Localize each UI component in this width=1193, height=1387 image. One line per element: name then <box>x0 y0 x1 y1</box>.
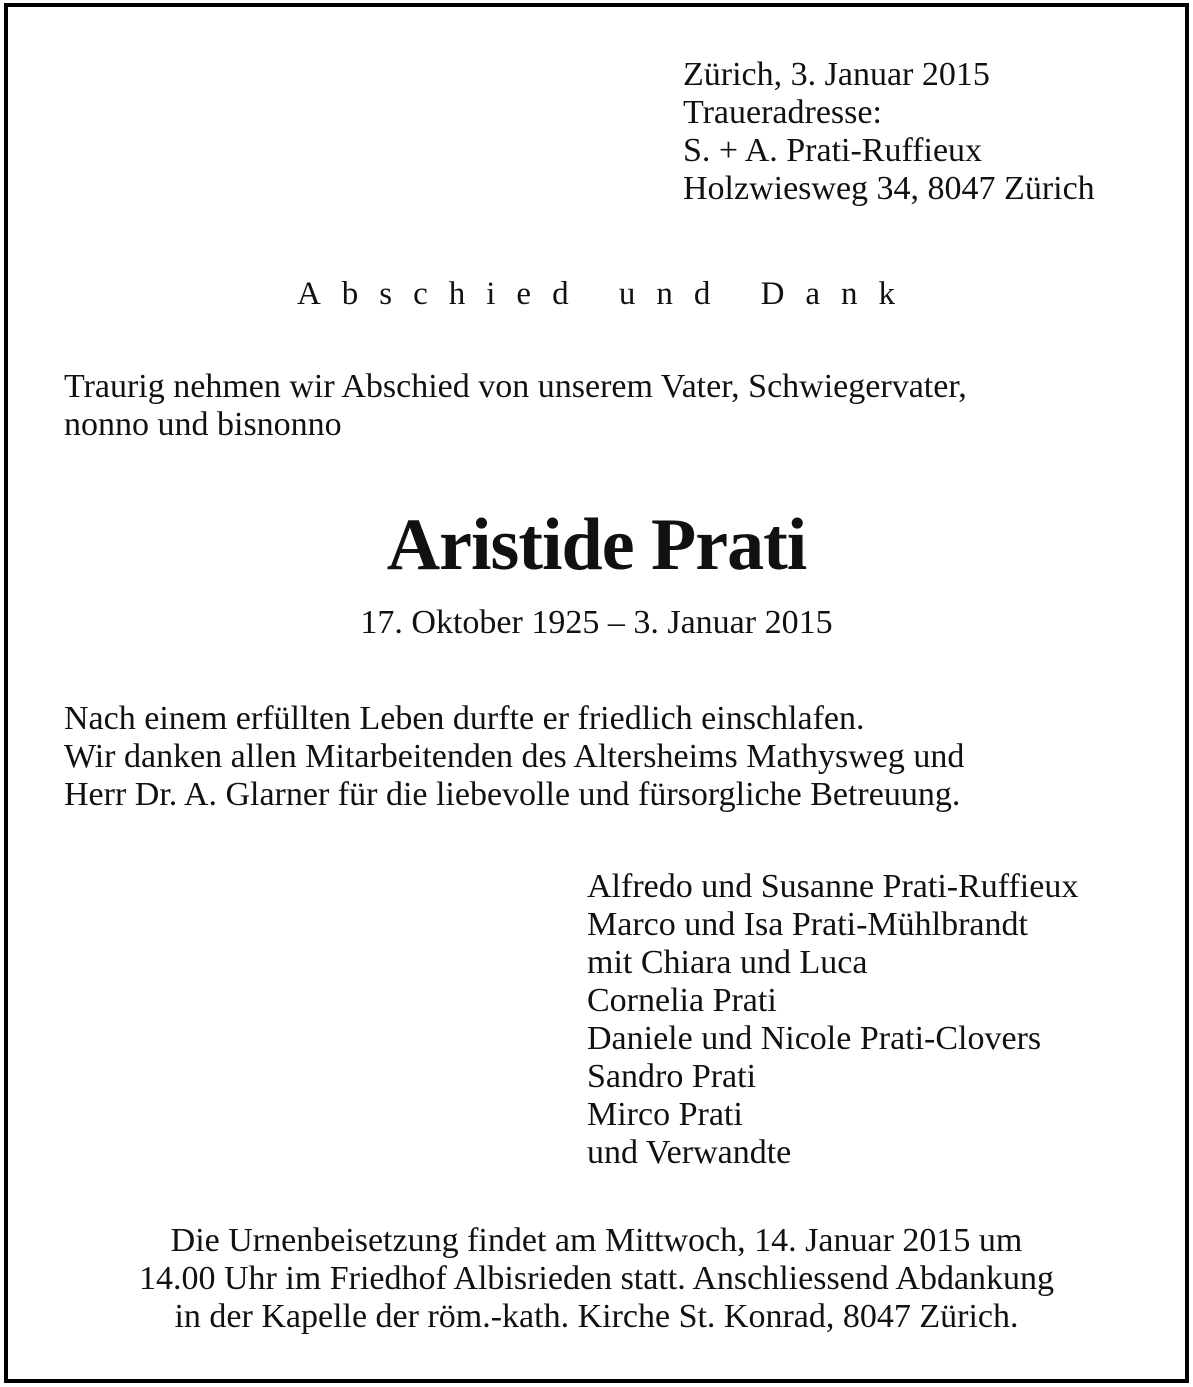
family-member: Daniele und Nicole Prati-Clovers <box>587 1020 1042 1057</box>
family-member: Mirco Prati <box>587 1096 743 1133</box>
ceremony-info <box>0 1222 1193 1336</box>
mourning-address <box>683 56 1095 208</box>
intro-line: nonno und bisnonno <box>64 406 342 443</box>
family-member: Marco und Isa Prati-Mühlbrandt <box>587 906 1028 943</box>
family-member: Cornelia Prati <box>587 982 777 1019</box>
family-member: Sandro Prati <box>587 1058 757 1095</box>
message-line: Wir danken allen Mitarbeitenden des Altersheims Mathysweg und <box>64 738 965 775</box>
life-dates: 17. Oktober 1925 – 3. Januar 2015 <box>360 604 833 641</box>
address-street: Holzwiesweg 34, 8047 Zürich <box>683 170 1095 207</box>
family-member: und Verwandte <box>587 1134 792 1171</box>
family-list <box>587 868 1078 1172</box>
address-names: S. + A. Prati-Ruffieux <box>683 132 983 169</box>
ceremony-line: in der Kapelle der röm.-kath. Kirche St. Konrad, 8047 Zürich. <box>174 1298 1019 1335</box>
place-date: Zürich, 3. Januar 2015 <box>683 56 990 93</box>
message-line: Herr Dr. A. Glarner für die liebevolle und fürsorgliche Betreuung. <box>64 776 961 813</box>
intro-line: Traurig nehmen wir Abschied von unserem Vater, Schwiegervater, <box>64 368 967 405</box>
notice-border <box>4 3 1189 1383</box>
notice-heading: Abschied und Dank <box>296 276 917 312</box>
intro-text <box>64 368 967 444</box>
ceremony-line: Die Urnenbeisetzung findet am Mittwoch, 14. Januar 2015 um <box>170 1222 1023 1259</box>
ceremony-line: 14.00 Uhr im Friedhof Albisrieden statt. Anschliessend Abdankung <box>138 1260 1055 1297</box>
deceased-name: Aristide Prati <box>386 504 807 586</box>
address-label: Traueradresse: <box>683 94 882 131</box>
message-line: Nach einem erfüllten Leben durfte er friedlich einschlafen. <box>64 700 865 737</box>
thanks-message <box>64 700 964 814</box>
family-member: Alfredo und Susanne Prati-Ruffieux <box>587 868 1079 905</box>
family-member: mit Chiara und Luca <box>587 944 868 981</box>
